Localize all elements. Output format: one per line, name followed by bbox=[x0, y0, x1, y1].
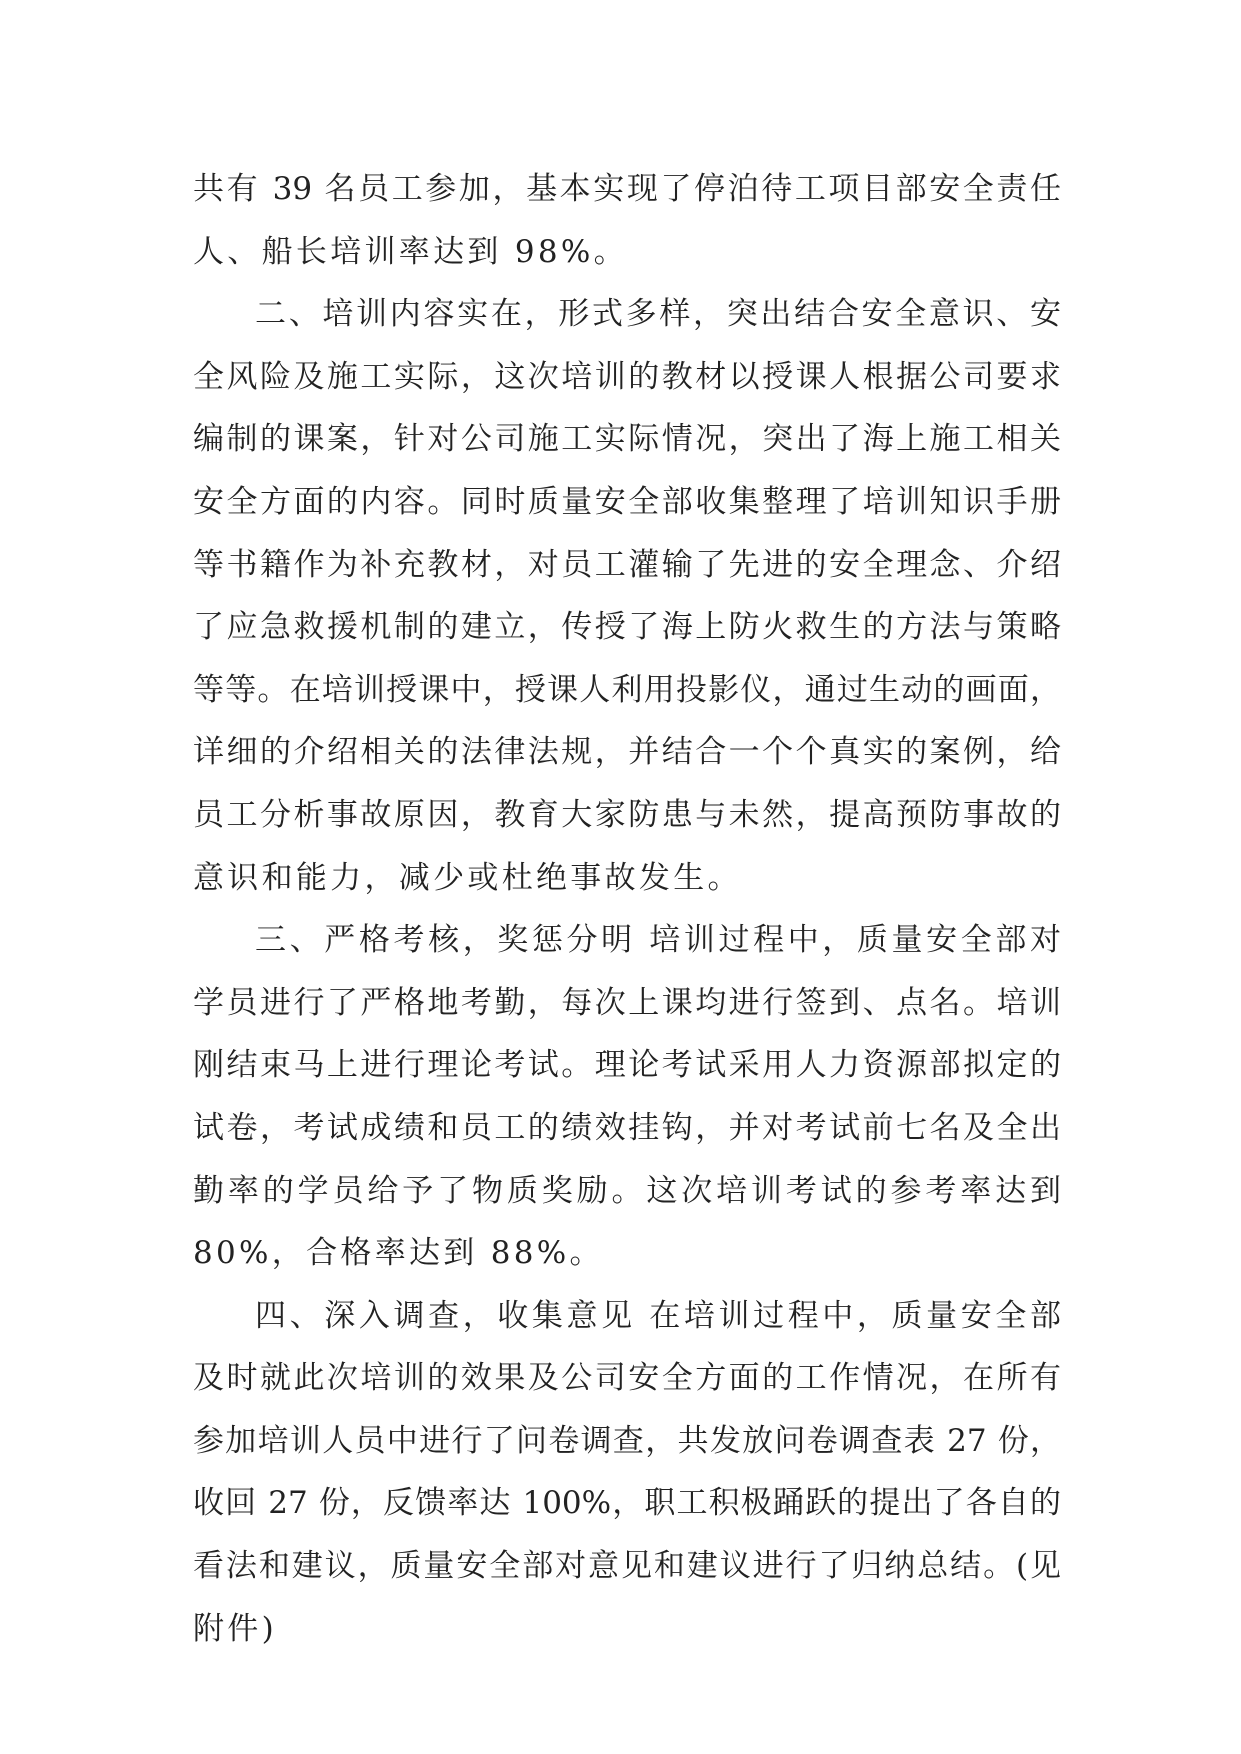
text-line: 二、培训内容实在，形式多样，突出结合安全意识、安 bbox=[255, 296, 1061, 333]
text-line: 勤率的学员给予了物质奖励。这次培训考试的参考率达到 bbox=[193, 1172, 1061, 1209]
text-line: 试卷，考试成绩和员工的绩效挂钩，并对考试前七名及全出 bbox=[193, 1109, 1061, 1146]
text-line: 安全方面的内容。同时质量安全部收集整理了培训知识手册 bbox=[193, 483, 1061, 520]
text-line: 员工分析事故原因，教育大家防患与未然，提高预防事故的 bbox=[193, 796, 1061, 833]
text-line: 附件) bbox=[193, 1610, 277, 1647]
text-line: 共有 39 名员工参加，基本实现了停泊待工项目部安全责任 bbox=[193, 171, 1061, 207]
text-line: 刚结束马上进行理论考试。理论考试采用人力资源部拟定的 bbox=[193, 1047, 1061, 1084]
text-line: 等等。在培训授课中，授课人利用投影仪，通过生动的画面， bbox=[193, 671, 1061, 708]
text-line: 学员进行了严格地考勤，每次上课均进行签到、点名。培训 bbox=[193, 984, 1061, 1021]
text-line: 全风险及施工实际，这次培训的教材以授课人根据公司要求 bbox=[193, 358, 1061, 395]
text-line: 人、船长培训率达到 98%。 bbox=[193, 233, 628, 270]
text-line: 详细的介绍相关的法律法规，并结合一个个真实的案例，给 bbox=[193, 734, 1061, 771]
text-line: 80%，合格率达到 88%。 bbox=[193, 1235, 604, 1272]
text-line: 编制的课案，针对公司施工实际情况，突出了海上施工相关 bbox=[193, 421, 1061, 458]
text-line: 三、严格考核，奖惩分明 培训过程中，质量安全部对 bbox=[255, 922, 1061, 959]
text-line: 意识和能力，减少或杜绝事故发生。 bbox=[193, 859, 742, 896]
text-line: 及时就此次培训的效果及公司安全方面的工作情况，在所有 bbox=[193, 1360, 1061, 1397]
document-body bbox=[193, 158, 1061, 1660]
text-line: 参加培训人员中进行了问卷调查，共发放问卷调查表 27 份， bbox=[193, 1422, 1061, 1459]
text-line: 了应急救援机制的建立，传授了海上防火救生的方法与策略 bbox=[193, 609, 1061, 646]
text-line: 看法和建议，质量安全部对意见和建议进行了归纳总结。(见 bbox=[193, 1548, 1061, 1585]
text-line: 收回 27 份，反馈率达 100%，职工积极踊跃的提出了各自的 bbox=[193, 1485, 1061, 1522]
text-line: 等书籍作为补充教材，对员工灌输了先进的安全理念、介绍 bbox=[193, 546, 1061, 583]
text-line: 四、深入调查，收集意见 在培训过程中，质量安全部 bbox=[255, 1297, 1061, 1334]
